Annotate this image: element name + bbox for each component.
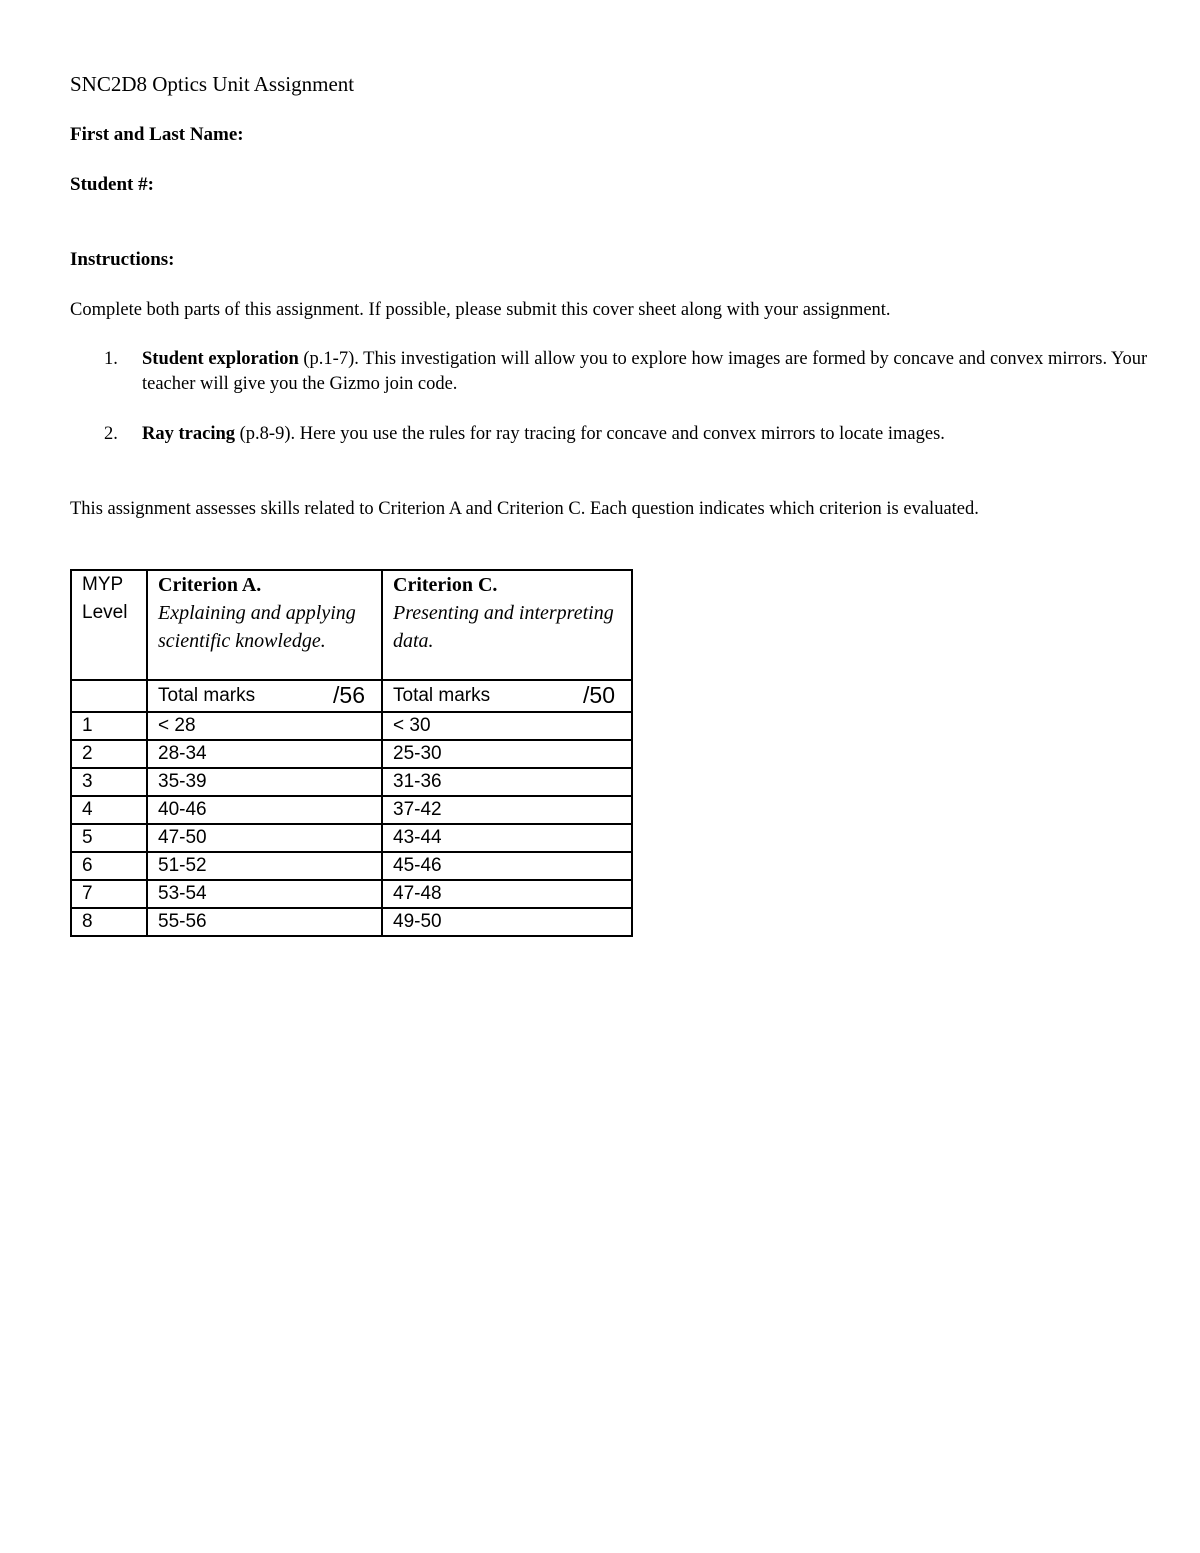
- part-title: Ray tracing: [142, 424, 235, 444]
- level-header: MYP Level: [71, 570, 147, 680]
- level-cell: 5: [71, 824, 147, 852]
- criterion-a-range: 55-56: [147, 908, 382, 936]
- part-text: (p.1-7). This investigation will allow you to explore how images are formed by concave and convex mirrors. Your teacher will give you the Gizmo join code.: [142, 349, 1148, 394]
- level-cell: 1: [71, 712, 147, 740]
- marks-label: Total marks: [158, 685, 256, 706]
- part-title: Student exploration: [142, 349, 299, 369]
- marks-label: Total marks: [393, 685, 491, 706]
- list-number: 2.: [104, 424, 118, 444]
- document-title: SNC2D8 Optics Unit Assignment: [70, 72, 355, 96]
- table-row: [71, 768, 632, 796]
- name-field-label: First and Last Name:: [70, 124, 244, 145]
- criterion-a-title: Criterion A.: [158, 574, 262, 596]
- criterion-a-range: 51-52: [147, 852, 382, 880]
- criterion-c-total-marks: [382, 680, 632, 712]
- criterion-a-total-marks: [147, 680, 382, 712]
- total-marks-row: [71, 680, 632, 712]
- level-cell: 7: [71, 880, 147, 908]
- table-row: [71, 908, 632, 936]
- rubric-table: [70, 569, 633, 937]
- level-cell: 2: [71, 740, 147, 768]
- level-cell: 6: [71, 852, 147, 880]
- criterion-a-range: < 28: [147, 712, 382, 740]
- empty-cell: [71, 680, 147, 712]
- criterion-c-range: 47-48: [382, 880, 632, 908]
- instructions-heading: Instructions:: [70, 249, 175, 270]
- table-row: [71, 852, 632, 880]
- part-text: (p.8-9). Here you use the rules for ray tracing for concave and convex mirrors to locate images.: [235, 424, 945, 444]
- list-body: [142, 422, 1162, 447]
- criterion-a-range: 40-46: [147, 796, 382, 824]
- list-number: 1.: [104, 349, 118, 369]
- marks-total: /50: [583, 682, 615, 708]
- table-row: [71, 796, 632, 824]
- table-row: [71, 740, 632, 768]
- criterion-c-range: 45-46: [382, 852, 632, 880]
- table-row: [71, 712, 632, 740]
- criterion-c-header: [382, 570, 632, 680]
- criterion-a-range: 28-34: [147, 740, 382, 768]
- criterion-c-range: 49-50: [382, 908, 632, 936]
- criterion-c-range: 43-44: [382, 824, 632, 852]
- criterion-c-range: < 30: [382, 712, 632, 740]
- criterion-a-description: Explaining and applying scientific knowledge.: [158, 602, 356, 652]
- criterion-a-range: 53-54: [147, 880, 382, 908]
- criterion-c-description: Presenting and interpreting data.: [393, 602, 614, 652]
- criterion-c-title: Criterion C.: [393, 574, 498, 596]
- student-number-label: Student #:: [70, 174, 154, 195]
- rubric-header-row: [71, 570, 632, 680]
- marks-total: /56: [333, 682, 365, 708]
- level-cell: 3: [71, 768, 147, 796]
- criterion-c-range: 31-36: [382, 768, 632, 796]
- table-row: [71, 824, 632, 852]
- criterion-c-range: 25-30: [382, 740, 632, 768]
- assessment-note: This assignment assesses skills related to Criterion A and Criterion C. Each question indicates which criterion is evaluated.: [70, 499, 979, 519]
- criterion-a-header: [147, 570, 382, 680]
- list-body: [142, 347, 1162, 397]
- criterion-a-range: 47-50: [147, 824, 382, 852]
- criterion-a-range: 35-39: [147, 768, 382, 796]
- instructions-intro: Complete both parts of this assignment. If possible, please submit this cover sheet along with your assignment.: [70, 300, 891, 320]
- level-cell: 8: [71, 908, 147, 936]
- table-row: [71, 880, 632, 908]
- criterion-c-range: 37-42: [382, 796, 632, 824]
- level-cell: 4: [71, 796, 147, 824]
